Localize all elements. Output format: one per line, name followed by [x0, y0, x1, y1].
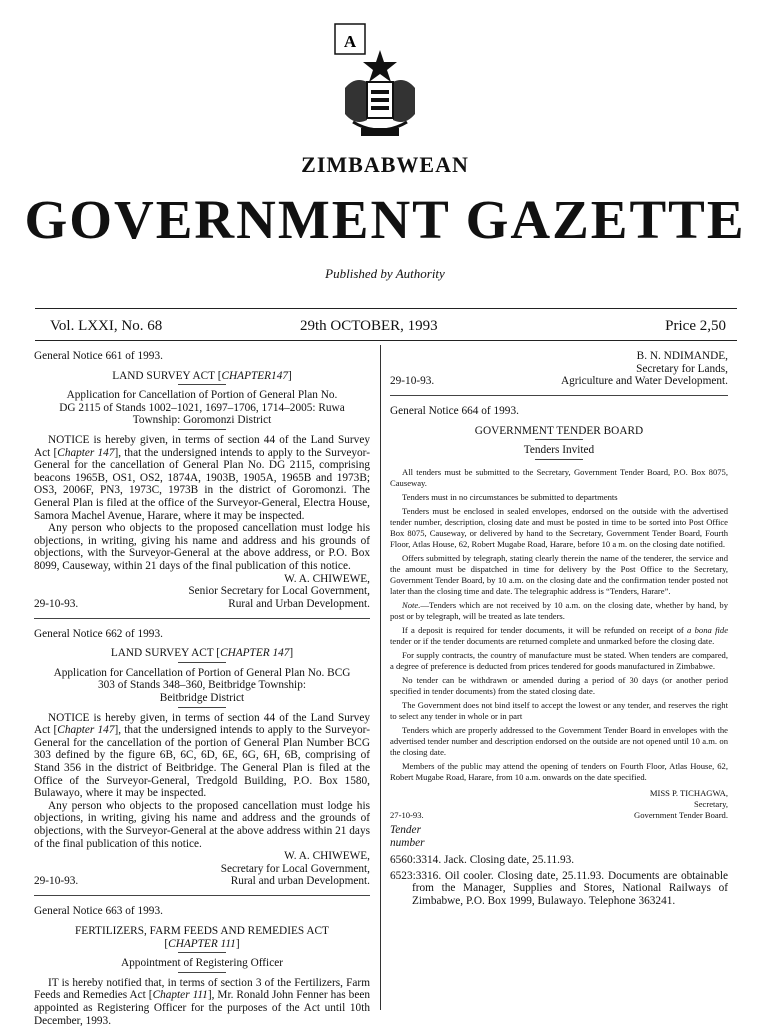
- tender-rule-11: Members of the public may attend the opening of tenders on Fourth Floor, Atlas House, 62, Robert Mugabe Road, Harare, from 10 a.m. onwards on the date specified.: [390, 760, 728, 782]
- notice-663-heading: General Notice 663 of 1993.: [34, 905, 163, 918]
- notice-662-signatory: W. A. CHIWEWE,: [284, 850, 370, 863]
- svg-text:A: A: [343, 32, 357, 51]
- notice-662-heading: General Notice 662 of 1993.: [34, 627, 163, 640]
- tender-rule-2: Tenders must in no circumstances be submitted to departments: [402, 491, 618, 502]
- notice-661-body: NOTICE is hereby given, in terms of section 44 of the Land Survey Act [Chapter 147], that the undersigned intends to apply to the Surveyor-General for the cancellation of General Plan No. DG 2115, comprising beacons 1965B, OS1, OS2, 1874A, 1903B, 1905A, 1965B and 1973B; OS3, 2006F, PN3, 1973C, 1973B in the district of Goromonzi. The General Plan is filed at the office of the Surveyor-General, Electra House, Samora Machel Avenue, Harare, where it may be inspected.: [34, 433, 370, 522]
- notice-661-heading: General Notice 661 of 1993.: [34, 350, 163, 362]
- notice-662-act: LAND SURVEY ACT [CHAPTER 147]: [110, 647, 294, 660]
- notice-662-body: NOTICE is hereby given, in terms of section 44 of the Land Survey Act [Chapter 147], that the undersigned intends to apply to the Surveyor-General for the cancellation of the portion of General Plan Number BCG 303 defined by the figure 6B, 6C, 6D, 6E, 6G, 6H, 6B, comprising of Stand 356 in the district of Beitbridge. The General Plan is filed at the Office of the Surveyor-General, Tredgold Building, P.O. Box 1580, Bulawayo, where it may be inspected.: [34, 711, 370, 800]
- notice-663-date-line: 29-10-93. Agriculture and Water Development.: [390, 375, 728, 388]
- notice-663-act: FERTILIZERS, FARM FEEDS AND REMEDIES ACT: [75, 924, 329, 937]
- notice-663-chapter: [CHAPTER 111]: [164, 937, 240, 950]
- published-by: Published by Authority: [325, 266, 445, 281]
- issue-date: 29th OCTOBER, 1993: [300, 318, 438, 334]
- tender-rule-9: The Government does not bind itself to accept the lowest or any tender, and reserves the right to select any tender in whole or in part: [390, 699, 728, 721]
- tender-rule-10: Tenders which are properly addressed to the Government Tender Board in envelopes with the advertised tender number and description endorsed on the outside are not opened until 10 a.m. on the closing date.: [390, 724, 728, 757]
- tender-rule-4: Offers submitted by telegraph, stating clearly therein the name of the tenderer, the service and the amount must be dispatched in time for delivery by the Post Office to the Secretary, Government Tender Board, by 10 a.m. on the closing date and the confirmation tender posted not later than the closing time and date. The telegraphic address is “Tenders, Harare”.: [390, 552, 728, 596]
- tender-board-title: GOVERNMENT TENDER BOARD: [474, 424, 644, 437]
- tender-rule-8: No tender can be withdrawn or amended during a period of 30 days (or another period specified in tender documents) from the stated closing date.: [390, 674, 728, 696]
- masthead-rule-bottom: [35, 340, 737, 341]
- masthead-rule-top: [35, 308, 737, 309]
- tender-rule-3: Tenders must be enclosed in sealed envelopes, endorsed on the outside with the advertised tender number, description, closing date and must be posted in time to be sorted into Post Office Box 8075, Causeway, or delivered by hand to the Secretary, Government Tender Board, Fourth Floor, Atlas House, 62, Robert Mugabe Road, Harare, before 10 a m. on the closing date notified.: [390, 505, 728, 549]
- issue-price: Price 2,50: [665, 318, 726, 334]
- tenders-invited-subtitle: Tenders Invited: [523, 444, 595, 457]
- notice-661-act: LAND SURVEY ACT [CHAPTER147]: [112, 369, 292, 382]
- column-divider: [380, 345, 381, 1010]
- gazette-country: ZIMBABWEAN: [301, 152, 469, 177]
- notice-663-subtitle: Appointment of Registering Officer: [121, 957, 283, 970]
- gazette-title: GOVERNMENT GAZETTE: [24, 189, 746, 250]
- tender-rule-7: For supply contracts, the country of manufacture must be stated. When tenders are compared, a degree of preference is deducted from prices tendered for goods manufactured in Zimbabwe.: [390, 649, 728, 671]
- notice-664-date-line: 27-10-93. Government Tender Board.: [390, 809, 728, 820]
- tender-rule-6: If a deposit is required for tender documents, it will be refunded on receipt of a bona fide tender or if the tender documents are returned complete and unmarked before the closing date.: [390, 624, 729, 646]
- notice-662-application: Application for Cancellation of Portion of General Plan No. BCG 303 of Stands 348–360, Beitbridge Township: Beitbridge District: [53, 666, 351, 705]
- notice-664-heading: General Notice 664 of 1993.: [390, 405, 519, 418]
- right-column: [390, 350, 728, 908]
- left-column: [34, 350, 370, 1027]
- tender-item-1: 6560:3314. Jack. Closing date, 25.11.93.: [390, 854, 575, 867]
- notice-661-objections: Any person who objects to the proposed cancellation must lodge his objections, in writing, giving his name and address and his grounds of objections, with the Surveyor-General at the above address, or P.O. Box 8099, Causeway, within 21 days of the final publication of this notice.: [34, 522, 370, 572]
- tender-rule-1: All tenders must be submitted to the Secretary, Government Tender Board, P.O. Box 8075, Causeway.: [390, 466, 728, 488]
- notice-663-body: IT is hereby notified that, in terms of section 3 of the Fertilizers, Farm Feeds and Remedies Act [Chapter 111], Mr. Ronald John Fenner has been appointed as Registering Officer for the purposes of the Act until 10th December, 1993.: [34, 976, 370, 1027]
- notice-664-signatory: MISS P. TICHAGWA,: [649, 787, 728, 798]
- notice-661-application: Application for Cancellation of Portion of General Plan No. DG 2115 of Stands 1002–1021, 1697–1706, 1714–2005: Ruwa Township: Goromonzi District: [59, 389, 345, 427]
- notice-664-signatory-title: Secretary,: [693, 798, 728, 809]
- notice-662-date-line: 29-10-93. Rural and urban Development.: [34, 875, 370, 888]
- notice-662-objections: Any person who objects to the proposed cancellation must lodge his objections, in writing, giving his name and address and the grounds of objections, with the Surveyor-General at the above address within 21 days of the final publication of this notice.: [34, 799, 370, 850]
- notice-661-date-line: 29-10-93. Rural and Urban Development.: [34, 597, 370, 610]
- tender-number-label: Tender number: [390, 823, 425, 849]
- volume-number: Vol. LXXI, No. 68: [50, 318, 163, 334]
- notice-663-signatory-title: Secretary for Lands,: [636, 362, 728, 375]
- notice-662-signatory-title: Secretary for Local Government,: [220, 862, 370, 875]
- notice-663-signatory: B. N. NDIMANDE,: [636, 350, 728, 362]
- tender-note: Note.—Tenders which are not received by 10 a.m. on the closing date, whether by hand, by post or by telegraph, will be treated as late tenders.: [390, 599, 728, 621]
- zimbabwe-coat-of-arms-icon: [315, 16, 445, 151]
- notice-661-signatory: W. A. CHIWEWE,: [284, 572, 370, 585]
- tender-item-2: 6523:3316. Oil cooler. Closing date, 25.11.93. Documents are obtainable from the Manager, Supplies and Stores, National Railways of Zimbabwe, P.O. Box 1999, Bulawayo. Telephone 363241.: [390, 869, 728, 907]
- notice-661-signatory-title: Senior Secretary for Local Government,: [188, 585, 370, 598]
